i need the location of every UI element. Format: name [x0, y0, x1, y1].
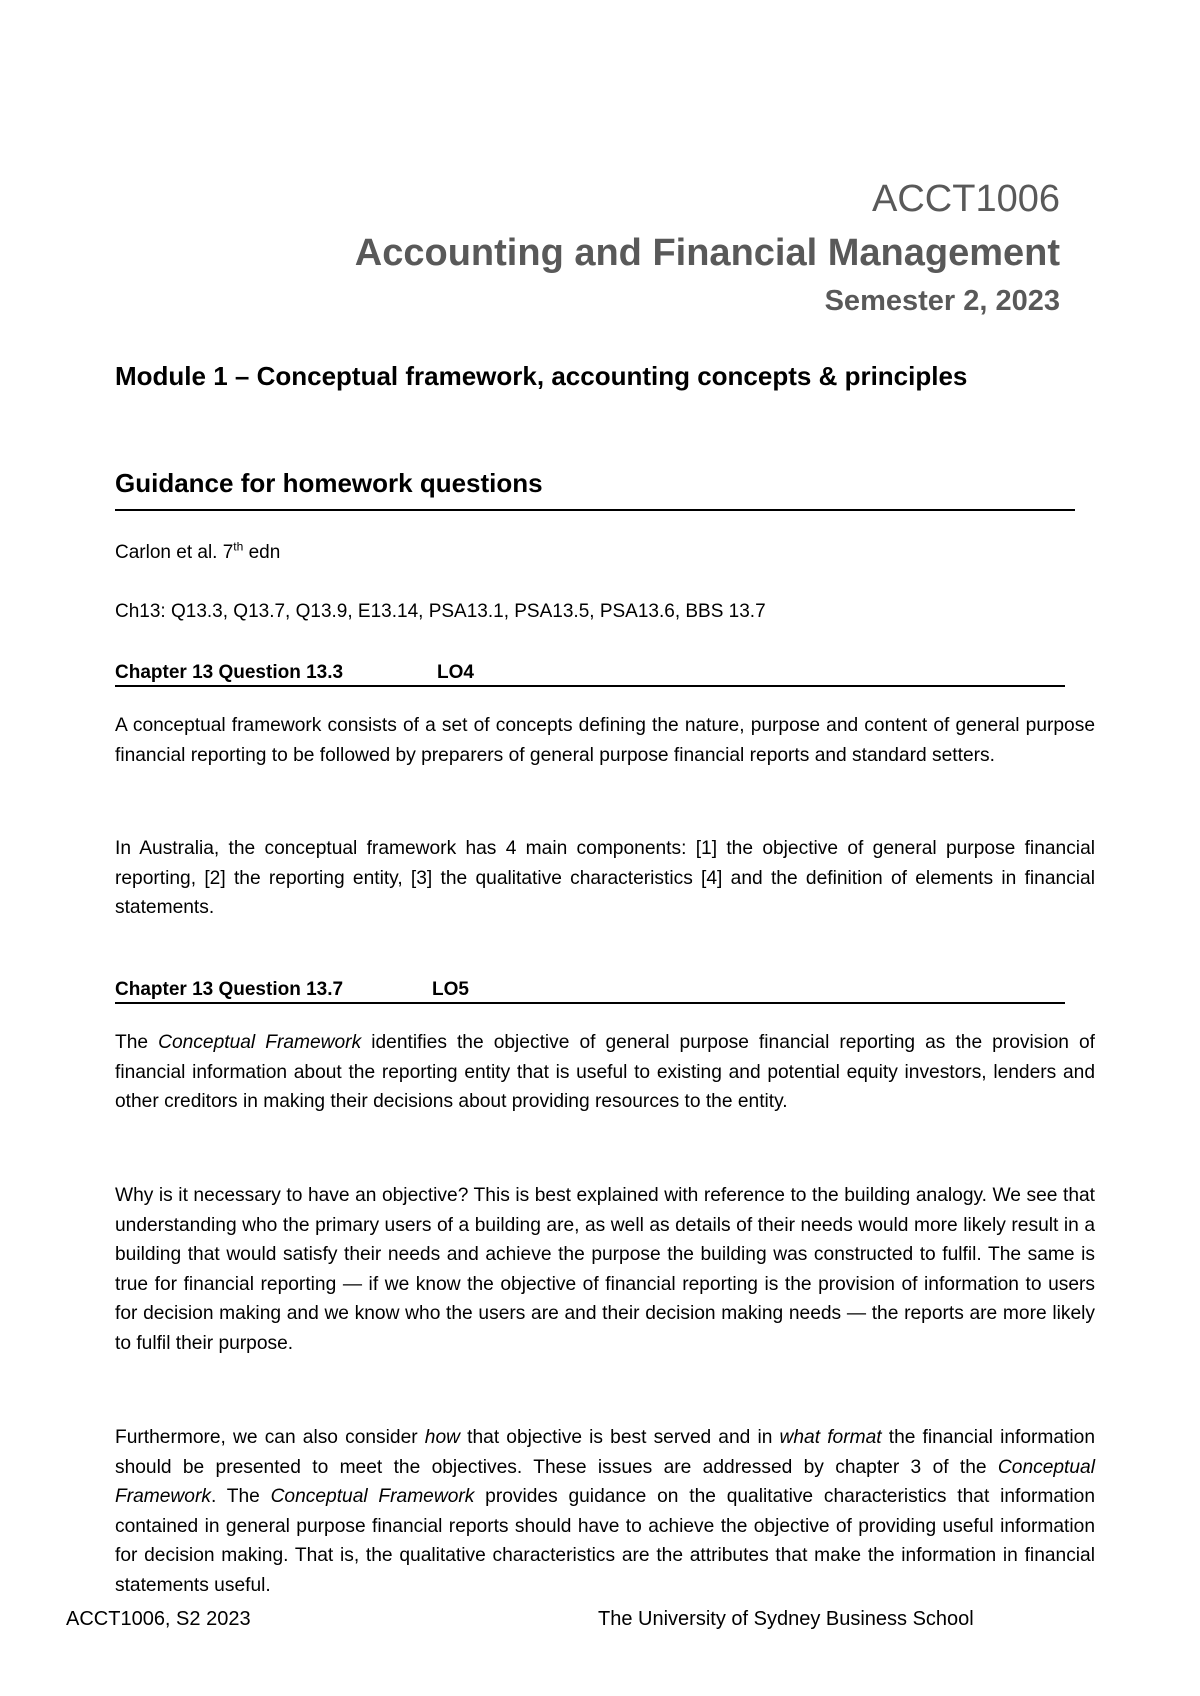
text-run: Furthermore, we can also consider [115, 1427, 425, 1448]
paragraph: A conceptual framework consists of a set of concepts defining the nature, purpose and content of general purpose financial reporting to be followed by preparers of general purpose financial reports and standard setters. [115, 715, 1095, 766]
guidance-title: Guidance for homework questions [115, 468, 1075, 511]
learning-outcome-label: LO5 [432, 979, 469, 1000]
text-run: The [115, 1032, 159, 1053]
section-heading-text: Chapter 13 Question 13.3 [115, 662, 344, 683]
text-run: provides guidance on the qualitative characteristics that information contained in general purpose financial reports should have to achieve the objective of providing useful information for decision making. That is, the qualitative characteristics are the attributes that make the information in financial statements useful. [115, 1486, 1095, 1596]
paragraph [115, 1028, 1095, 1117]
question-list: Ch13: Q13.3, Q13.7, Q13.9, E13.14, PSA13.1, PSA13.5, PSA13.6, BBS 13.7 [115, 601, 766, 622]
course-title: Accounting and Financial Management [354, 232, 1060, 274]
paragraph: Why is it necessary to have an objective? This is best explained with reference to the building analogy. We see that understanding who the primary users of a building are, as well as details of their needs would more likely result in a building that would satisfy their needs and achieve the purpose the building was constructed to fulfil. The same is true for financial reporting — if we know the objective of financial reporting is the provision of information to users for decision making and we know who the users are and their decision making needs — the reports are more likely to fulfil their purpose. [115, 1185, 1095, 1354]
footer-course: ACCT1006, S2 2023 [66, 1608, 251, 1630]
textbook-suffix: edn [243, 542, 281, 563]
section-heading-q13-7 [115, 978, 1065, 1004]
section-heading-q13-3 [115, 661, 1065, 687]
text-run: the financial information should be presented to meet the objectives. These issues are addressed by chapter 3 of the [115, 1427, 1096, 1478]
emphasis-text: Conceptual Framework [115, 1456, 1095, 1507]
text-run: . The [210, 1486, 271, 1507]
emphasis-text: what format [779, 1427, 882, 1448]
text-run: that objective is best served and in [460, 1427, 780, 1448]
paragraph: In Australia, the conceptual framework has 4 main components: [1] the objective of general purpose financial reporting, [2] the reporting entity, [3] the qualitative characteristics [4] and the definition of elements in financial statements. [115, 838, 1095, 918]
text-run: identifies the objective of general purpose financial reporting as the provision of financial information about the reporting entity that is useful to existing and potential equity investors, lenders and other creditors in making their decisions about providing resources to the entity. [115, 1032, 1095, 1112]
course-code: ACCT1006 [872, 178, 1060, 220]
semester-label: Semester 2, 2023 [824, 285, 1060, 317]
module-title: Module 1 – Conceptual framework, accounting concepts & principles [115, 361, 968, 391]
emphasis-text: Conceptual Framework [270, 1486, 475, 1507]
learning-outcome-label: LO4 [437, 662, 474, 683]
paragraph [115, 1423, 1095, 1600]
emphasis-text: how [424, 1427, 460, 1448]
textbook-sup: th [233, 539, 244, 554]
footer-institution: The University of Sydney Business School [598, 1608, 974, 1630]
textbook-prefix: Carlon et al. 7 [115, 542, 234, 563]
emphasis-text: Conceptual Framework [158, 1032, 362, 1053]
textbook-reference [115, 538, 280, 567]
section-heading-text: Chapter 13 Question 13.7 [115, 979, 344, 1000]
